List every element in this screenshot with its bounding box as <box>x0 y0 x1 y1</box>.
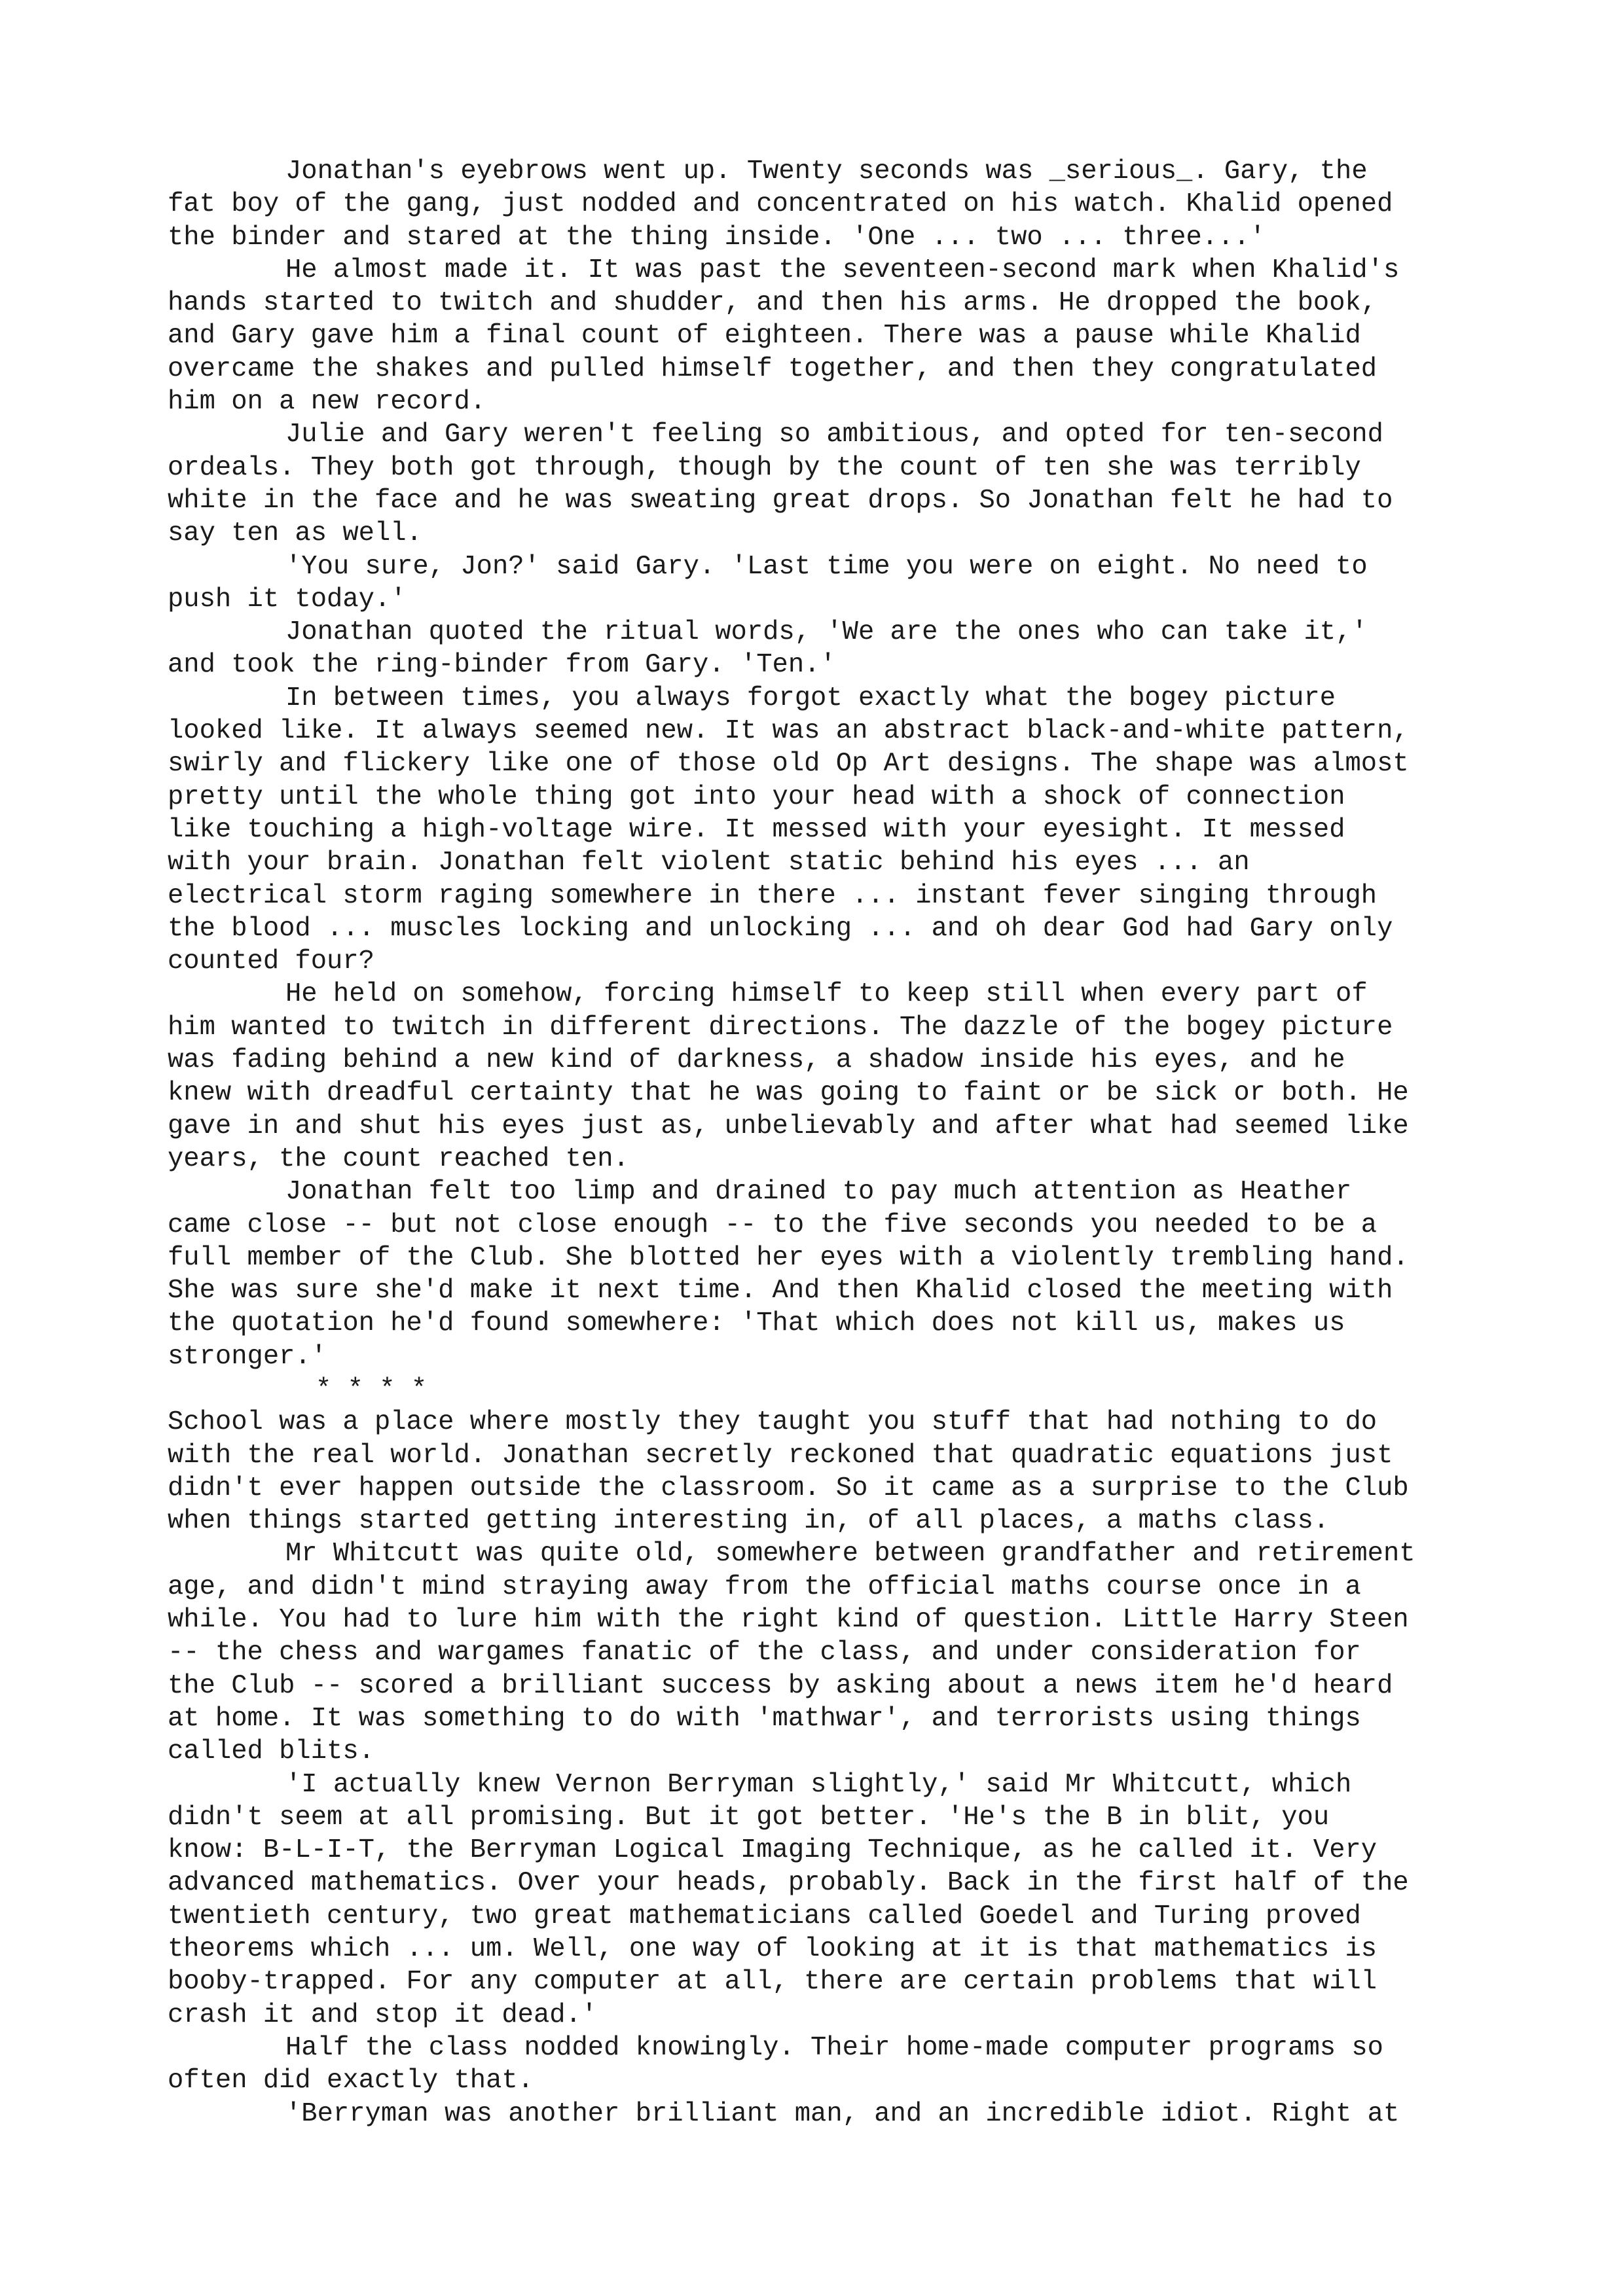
paragraph: 'I actually knew Vernon Berryman slightly,' said Mr Whitcutt, which didn't seem at all promising. But it got better. 'He's the B in blit, you know: B-L-I-T, the Berryman Logical Imaging Technique, as he called it. Very advanced mathematics. Over your heads, probably. Back in the first half of the twentieth century, two great mathematicians called Goedel and Turing proved theorems which ... um. Well, one way of looking at it is that mathematics is booby-trapped. For any computer at all, there are certain problems that will crash it and stop it dead.' <box>168 1769 1409 2030</box>
paragraph: Jonathan felt too limp and drained to pay much attention as Heather came close -- but not close enough -- to the five seconds you needed to be a full member of the Club. She blotted her eyes with a violently trembling hand. She was sure she'd make it next time. And then Khalid closed the meeting with the quotation he'd found somewhere: 'That which does not kill us, makes us stronger.' <box>168 1177 1409 1372</box>
section-break: * * * * <box>316 1374 428 1405</box>
section-opening-paragraph: School was a place where mostly they taught you stuff that had nothing to do with the real world. Jonathan secretly reckoned that quadratic equations just didn't ever happen outside the classroom. So it came as a surprise to the Club when things started getting interesting in, of all places, a maths class. <box>168 1407 1409 1537</box>
document-page <box>168 155 1477 2130</box>
paragraph: He almost made it. It was past the seventeen-second mark when Khalid's hands started to twitch and shudder, and then his arms. He dropped the book, and Gary gave him a final count of eighteen. There was a pause while Khalid overcame the shakes and pulled himself together, and then they congratulated him on a new record. <box>168 255 1400 418</box>
paragraph: In between times, you always forgot exactly what the bogey picture looked like. It always seemed new. It was an abstract black-and-white pattern, swirly and flickery like one of those old Op Art designs. The shape was almost pretty until the whole thing got into your head with a shock of connection like touching a high-voltage wire. It messed with your eyesight. It messed with your brain. Jonathan felt violent static behind his eyes ... an electrical storm raging somewhere in there ... instant fever singing through the blood ... muscles locking and unlocking ... and oh dear God had Gary only counted four? <box>168 683 1409 977</box>
paragraph: Julie and Gary weren't feeling so ambitious, and opted for ten-second ordeals. They both got through, though by the count of ten she was terribly white in the face and he was sweating great drops. So Jonathan felt he had to say ten as well. <box>168 420 1393 549</box>
paragraph: Mr Whitcutt was quite old, somewhere between grandfather and retirement age, and didn't mind straying away from the official maths course once in a while. You had to lure him with the right kind of question. Little Harry Steen -- the chess and wargames fanatic of the class, and under consideration for the Club -- scored a brilliant success by asking about a news item he'd heard at home. It was something to do with 'mathwar', and terrorists using things called blits. <box>168 1539 1415 1767</box>
paragraph: Half the class nodded knowingly. Their home-made computer programs so often did exactly that. <box>168 2032 1383 2096</box>
paragraph: Jonathan's eyebrows went up. Twenty seconds was _serious_. Gary, the fat boy of the gang, just nodded and concentrated on his watch. Khalid opened the binder and stared at the thing inside. 'One ... two ... three...' <box>168 156 1393 253</box>
paragraph: 'You sure, Jon?' said Gary. 'Last time you were on eight. No need to push it today.' <box>168 551 1368 615</box>
paragraph: He held on somehow, forcing himself to keep still when every part of him wanted to twitch in different directions. The dazzle of the bogey picture was fading behind a new kind of darkness, a shadow inside his eyes, and he knew with dreadful certainty that he was going to faint or be sick or both. He gave in and shut his eyes just as, unbelievably and after what had seemed like years, the count reached ten. <box>168 979 1409 1174</box>
paragraph: Jonathan quoted the ritual words, 'We are the ones who can take it,' and took the ring-binder from Gary. 'Ten.' <box>168 617 1368 681</box>
paragraph: 'Berryman was another brilliant man, and an incredible idiot. Right at <box>285 2098 1400 2129</box>
